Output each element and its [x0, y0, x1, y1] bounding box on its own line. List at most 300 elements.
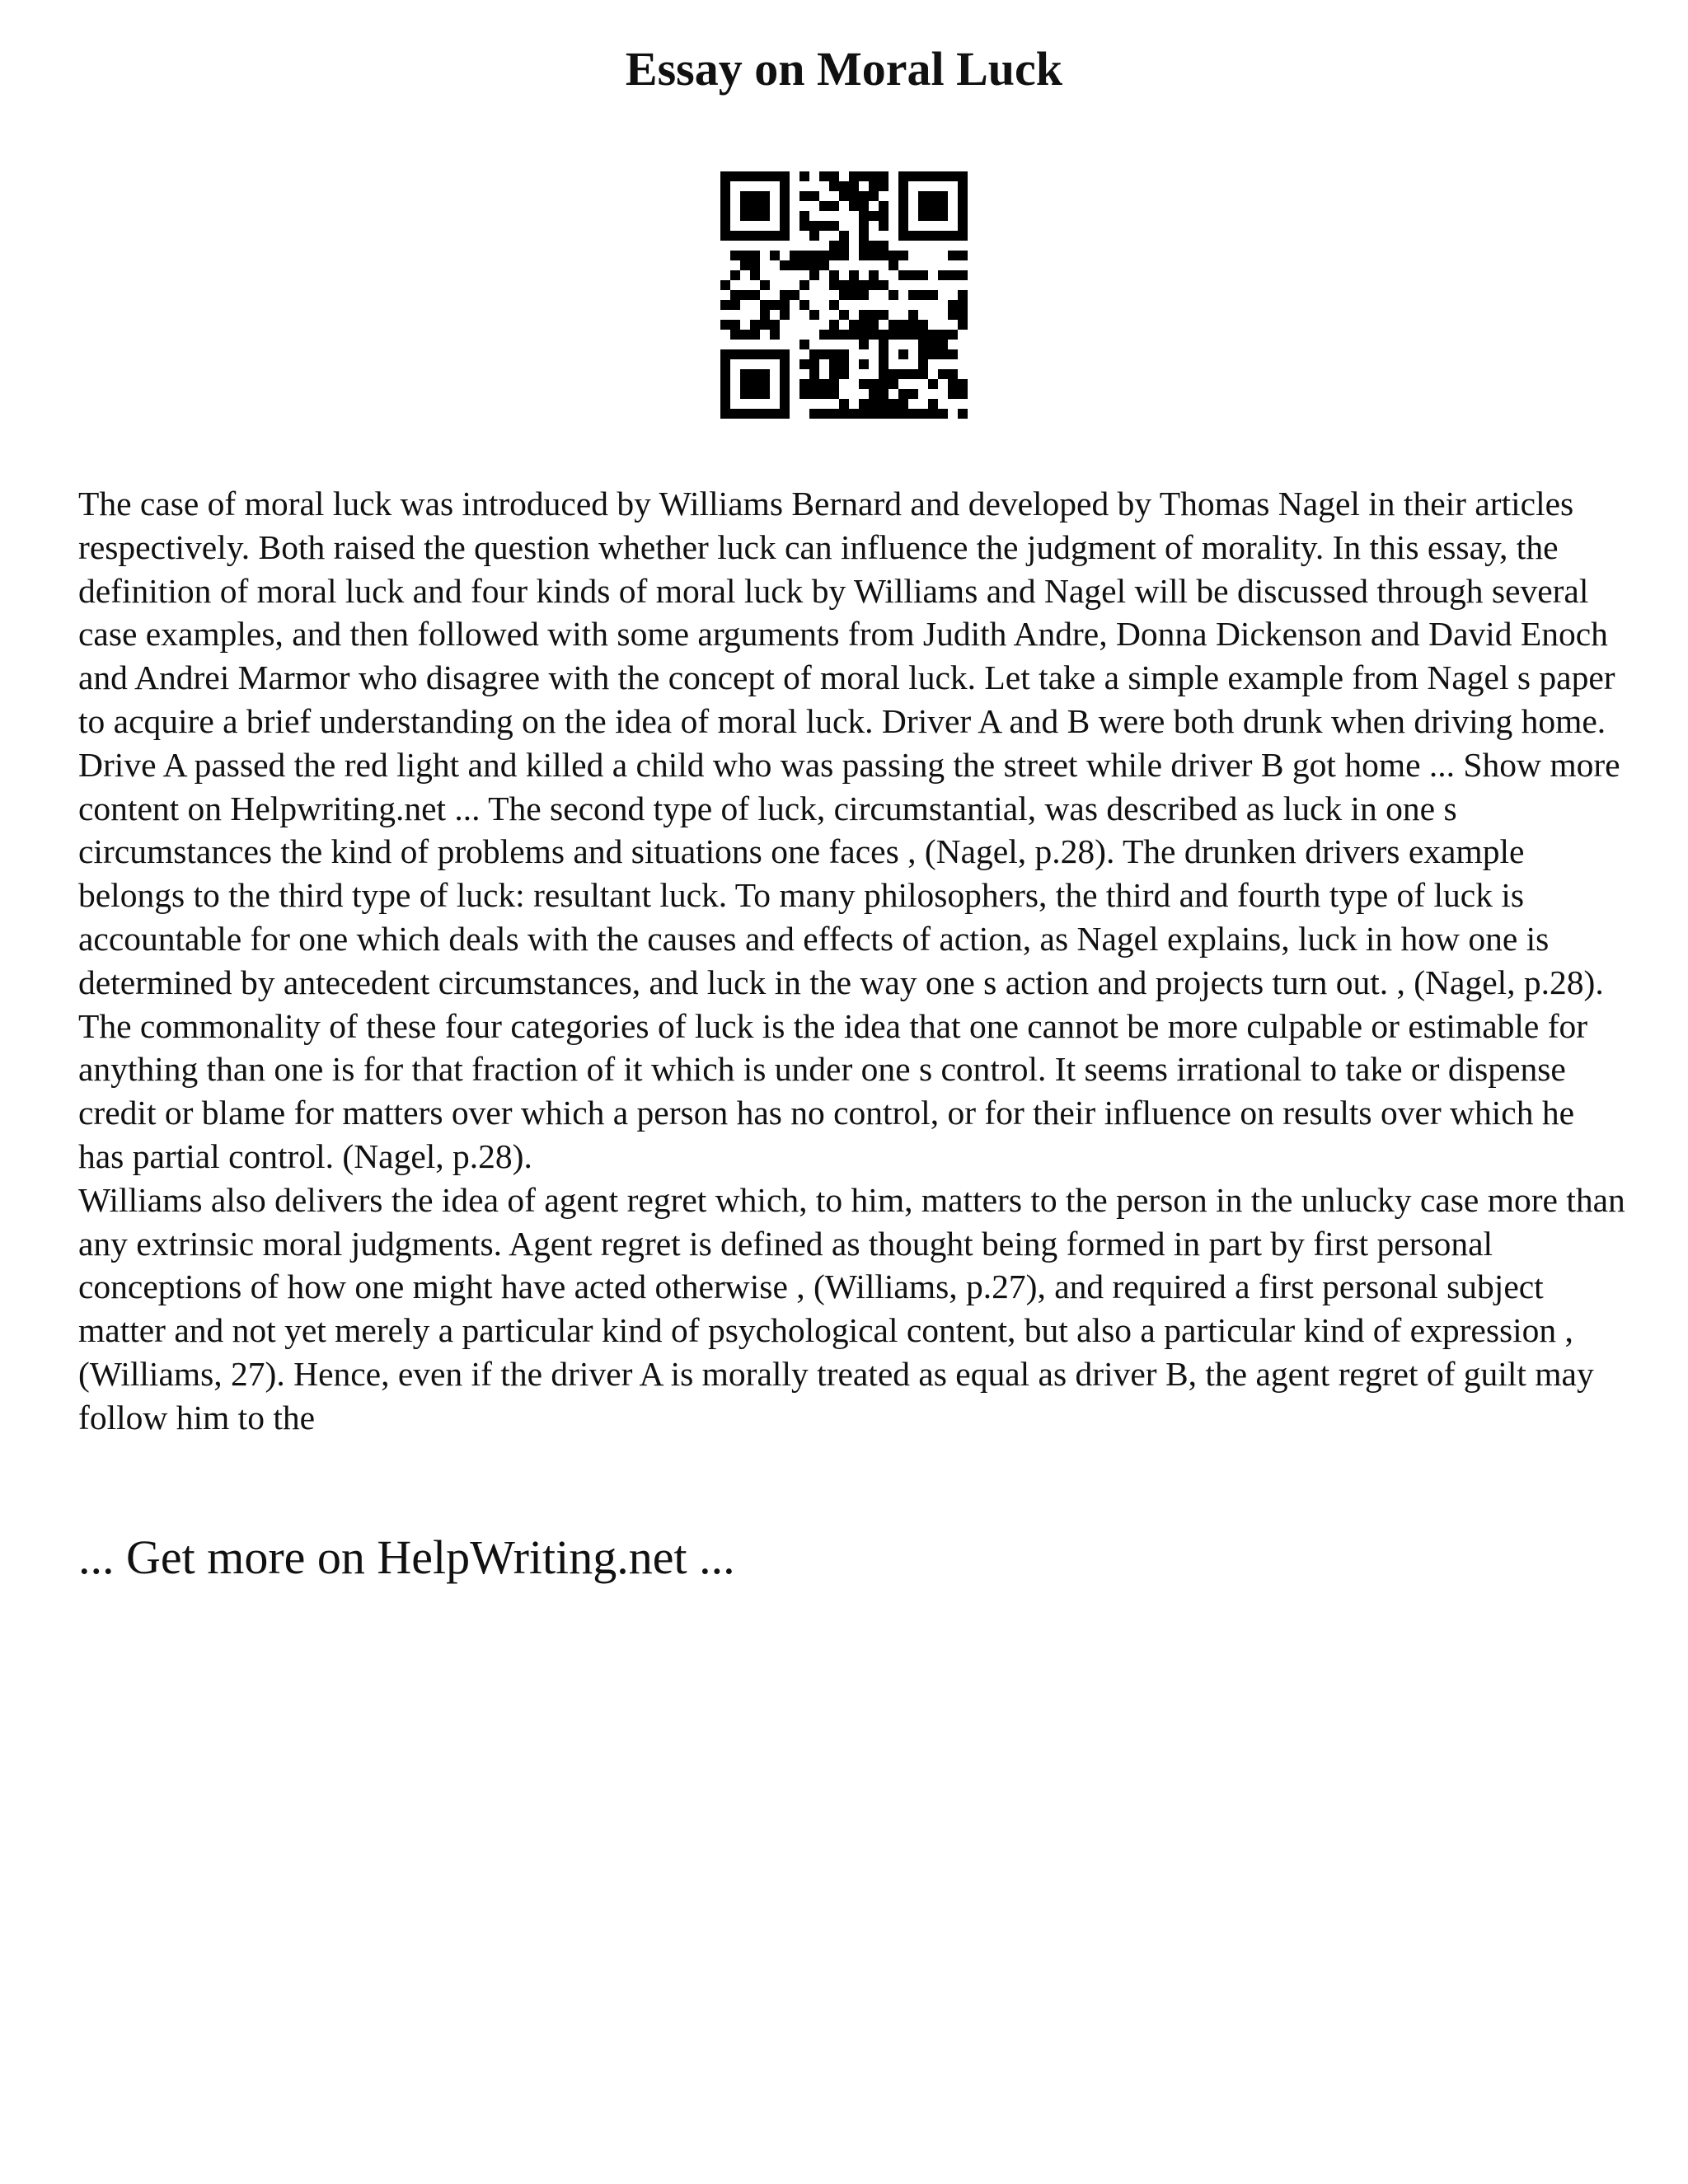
qr-module [829, 330, 839, 340]
qr-module [720, 369, 730, 379]
qr-module [799, 280, 809, 290]
qr-module [780, 409, 790, 419]
qr-module [958, 171, 968, 181]
qr-module [908, 231, 918, 241]
qr-module [829, 171, 839, 181]
qr-module [780, 201, 790, 211]
qr-module [859, 171, 869, 181]
qr-module [740, 369, 750, 379]
qr-module [898, 349, 908, 359]
qr-module [770, 330, 780, 340]
paragraph-1: The case of moral luck was introduced by Williams Bernard and developed by Thomas Nagel in their articles respectively. Both raised the question whether luck can influence the judgment of morality. In this essay, the definition of moral luck and four kinds of moral luck by Williams and Nagel will be discussed through several case examples, and then followed with some arguments from Judith Andre, Donna Dickenson and David Enoch and Andrei Marmor who disagree with the concept of moral luck. Let take a simple example from Nagel s paper to acquire a brief understanding on the idea of moral luck. Driver A and B were both drunk when driving home. Drive A passed the red light and killed a child who was passing the street while driver B got home ... Show more content on Helpwriting.net ... The second type of luck, circumstantial, was described as luck in one s circumstances the kind of problems and situations one faces , (Nagel, p.28). The drunken drivers example belongs to the third type of luck: resultant luck. To many philosophers, the third and fourth type of luck is accountable for one which deals with the causes and effects of action, as Nagel explains, luck in how one is determined by antecedent circumstances, and luck in the way one s action and projects turn out. , (Nagel, p.28). The commonality of these four categories of luck is the idea that one cannot be more culpable or estimable for anything than one is for that fraction of it which is under one s control. It seems irrational to take or dispense credit or blame for matters over which a person has no control, or for their influence on results over which he has partial control. (Nagel, p.28). [78, 485, 1620, 1175]
qr-module [829, 389, 839, 399]
qr-module [770, 231, 780, 241]
qr-module [859, 330, 869, 340]
qr-module [889, 320, 898, 330]
qr-module [780, 181, 790, 191]
qr-module [938, 270, 948, 280]
qr-module [720, 359, 730, 369]
qr-module [740, 349, 750, 359]
qr-module [859, 201, 869, 211]
qr-module [918, 359, 928, 369]
qr-module [799, 191, 809, 201]
qr-module [799, 379, 809, 389]
qr-module [898, 389, 908, 399]
get-more-link[interactable]: ... Get more on HelpWriting.net ... [78, 1530, 735, 1584]
qr-module [740, 211, 750, 221]
qr-module [918, 320, 928, 330]
qr-module [898, 369, 908, 379]
qr-module [948, 270, 958, 280]
qr-module [928, 349, 938, 359]
qr-module [948, 300, 958, 310]
qr-module [948, 330, 958, 340]
qr-module [938, 211, 948, 221]
qr-module [958, 409, 968, 419]
qr-module [898, 270, 908, 280]
qr-module [849, 290, 859, 300]
qr-module [809, 349, 819, 359]
qr-module [958, 379, 968, 389]
qr-module [839, 251, 849, 260]
qr-module [859, 251, 869, 260]
qr-module [918, 171, 928, 181]
qr-module [869, 330, 879, 340]
qr-module [839, 231, 849, 241]
qr-module [879, 359, 889, 369]
qr-module [869, 389, 879, 399]
qr-module [918, 191, 928, 201]
qr-module [740, 260, 750, 270]
qr-module [750, 251, 760, 260]
qr-module [928, 330, 938, 340]
qr-module [869, 280, 879, 290]
qr-module [829, 241, 839, 251]
qr-module [849, 181, 859, 191]
qr-module [938, 409, 948, 419]
qr-module [948, 379, 958, 389]
qr-module [928, 171, 938, 181]
qr-module [829, 280, 839, 290]
qr-module [839, 409, 849, 419]
qr-module [740, 251, 750, 260]
qr-module [829, 369, 839, 379]
qr-module [829, 201, 839, 211]
essay-body [78, 482, 1628, 1440]
qr-module [849, 280, 859, 290]
qr-module [918, 369, 928, 379]
qr-module [819, 251, 829, 260]
qr-module [809, 270, 819, 280]
qr-module [849, 320, 859, 330]
qr-module [889, 290, 898, 300]
qr-module [928, 191, 938, 201]
qr-module [908, 310, 918, 320]
qr-module [780, 231, 790, 241]
qr-module [730, 349, 740, 359]
qr-module [898, 181, 908, 191]
qr-module [928, 399, 938, 409]
qr-module [760, 191, 770, 201]
qr-module [918, 349, 928, 359]
qr-module [839, 191, 849, 201]
qr-module [859, 340, 869, 349]
qr-module [760, 349, 770, 359]
qr-module [750, 211, 760, 221]
qr-module [780, 379, 790, 389]
qr-module [958, 251, 968, 260]
qr-module [720, 221, 730, 231]
qr-module [780, 171, 790, 181]
qr-module [760, 320, 770, 330]
qr-module [780, 369, 790, 379]
qr-module [730, 171, 740, 181]
qr-module [740, 389, 750, 399]
qr-module [859, 241, 869, 251]
qr-module [869, 191, 879, 201]
qr-module [780, 211, 790, 221]
qr-module [839, 280, 849, 290]
qr-module [770, 349, 780, 359]
qr-module [809, 359, 819, 369]
qr-module [730, 300, 740, 310]
qr-module [819, 349, 829, 359]
qr-module [879, 241, 889, 251]
qr-module [829, 320, 839, 330]
qr-module [760, 389, 770, 399]
qr-module [750, 231, 760, 241]
qr-module [879, 280, 889, 290]
qr-module [750, 379, 760, 389]
qr-module [770, 251, 780, 260]
qr-module [879, 399, 889, 409]
qr-module [760, 300, 770, 310]
qr-module [869, 211, 879, 221]
qr-module [829, 359, 839, 369]
qr-module [849, 330, 859, 340]
qr-module [780, 191, 790, 201]
qr-module [780, 349, 790, 359]
qr-module [938, 340, 948, 349]
qr-module [780, 300, 790, 310]
qr-module [750, 409, 760, 419]
qr-module [879, 349, 889, 359]
qr-module [799, 359, 809, 369]
qr-module [948, 389, 958, 399]
qr-module [740, 201, 750, 211]
qr-module [849, 409, 859, 419]
qr-module [720, 211, 730, 221]
qr-module [799, 171, 809, 181]
qr-module [809, 231, 819, 241]
qr-module [720, 181, 730, 191]
qr-module [938, 369, 948, 379]
qr-module [898, 171, 908, 181]
qr-module [869, 409, 879, 419]
qr-module [780, 221, 790, 231]
qr-module [720, 409, 730, 419]
qr-module [750, 270, 760, 280]
qr-module [809, 191, 819, 201]
qr-module [750, 369, 760, 379]
qr-module [780, 290, 790, 300]
qr-module [918, 270, 928, 280]
qr-module [869, 379, 879, 389]
qr-module [958, 191, 968, 201]
qr-module [720, 349, 730, 359]
paragraph-2: Williams also delivers the idea of agent regret which, to him, matters to the person in the unlucky case more than any extrinsic moral judgments. Agent regret is defined as thought being formed in part by first personal conceptions of how one might have acted otherwise , (Williams, p.27), and required a first personal subject matter and not yet merely a particular kind of psychological content, but also a particular kind of expression , (Williams, 27). Hence, even if the driver A is morally treated as equal as driver B, the agent regret of guilt may follow him to the [78, 1180, 1625, 1436]
qr-module [859, 290, 869, 300]
qr-module [720, 300, 730, 310]
qr-module [799, 389, 809, 399]
qr-module [869, 320, 879, 330]
qr-module [879, 389, 889, 399]
qr-module [938, 330, 948, 340]
qr-module [809, 251, 819, 260]
qr-module [849, 201, 859, 211]
qr-module [760, 231, 770, 241]
qr-module [898, 330, 908, 340]
qr-module [938, 191, 948, 201]
qr-module [799, 300, 809, 310]
qr-module [799, 221, 809, 231]
qr-module [879, 171, 889, 181]
qr-module [958, 389, 968, 399]
qr-code-icon [720, 171, 968, 419]
qr-module [869, 310, 879, 320]
qr-module [750, 260, 760, 270]
qr-module [750, 191, 760, 201]
qr-module [780, 359, 790, 369]
qr-module [720, 389, 730, 399]
qr-module [908, 330, 918, 340]
qr-module [740, 379, 750, 389]
qr-module [908, 369, 918, 379]
qr-module [849, 270, 859, 280]
qr-module [770, 409, 780, 419]
qr-module [879, 181, 889, 191]
qr-module [879, 221, 889, 231]
qr-module [859, 231, 869, 241]
qr-module [898, 320, 908, 330]
qr-module [740, 330, 750, 340]
qr-module [898, 399, 908, 409]
qr-module [799, 340, 809, 349]
qr-module [938, 201, 948, 211]
qr-module [908, 171, 918, 181]
qr-module [839, 310, 849, 320]
qr-module [720, 280, 730, 290]
qr-module [829, 251, 839, 260]
qr-module [958, 300, 968, 310]
qr-module [908, 320, 918, 330]
qr-module [799, 211, 809, 221]
qr-module [760, 310, 770, 320]
qr-module [750, 171, 760, 181]
qr-module [908, 290, 918, 300]
qr-module [879, 201, 889, 211]
qr-module [770, 320, 780, 330]
qr-module [809, 369, 819, 379]
qr-module [839, 181, 849, 191]
qr-module [908, 270, 918, 280]
qr-module [928, 201, 938, 211]
qr-module [889, 251, 898, 260]
qr-module [750, 290, 760, 300]
qr-module [809, 260, 819, 270]
qr-module [908, 409, 918, 419]
qr-module [790, 290, 799, 300]
qr-module [918, 290, 928, 300]
qr-module [948, 171, 958, 181]
qr-module [750, 201, 760, 211]
qr-module [760, 211, 770, 221]
qr-module [819, 409, 829, 419]
qr-module [958, 270, 968, 280]
qr-module [809, 409, 819, 419]
qr-module [839, 399, 849, 409]
qr-module [760, 201, 770, 211]
qr-module [869, 270, 879, 280]
qr-module [869, 399, 879, 409]
qr-module [879, 379, 889, 389]
qr-module [918, 211, 928, 221]
qr-module [829, 349, 839, 359]
qr-module [760, 369, 770, 379]
qr-module [829, 221, 839, 231]
qr-module [720, 191, 730, 201]
qr-module [750, 330, 760, 340]
qr-module [750, 320, 760, 330]
qr-module [948, 231, 958, 241]
qr-module [879, 369, 889, 379]
qr-module [730, 320, 740, 330]
qr-module [928, 379, 938, 389]
qr-module [869, 171, 879, 181]
qr-module [829, 379, 839, 389]
qr-module [958, 211, 968, 221]
qr-module [819, 260, 829, 270]
qr-module [839, 369, 849, 379]
qr-module [809, 389, 819, 399]
qr-module [750, 349, 760, 359]
qr-module [859, 280, 869, 290]
qr-module [859, 221, 869, 231]
qr-module [859, 379, 869, 389]
qr-module [829, 300, 839, 310]
qr-module [809, 310, 819, 320]
qr-module [760, 379, 770, 389]
qr-module [720, 379, 730, 389]
qr-module [740, 409, 750, 419]
qr-module [958, 320, 968, 330]
qr-module [928, 211, 938, 221]
qr-module [780, 260, 790, 270]
qr-module [958, 221, 968, 231]
qr-module [889, 260, 898, 270]
qr-module [889, 409, 898, 419]
qr-module [819, 171, 829, 181]
qr-module [730, 231, 740, 241]
qr-module [839, 330, 849, 340]
qr-module [859, 191, 869, 201]
qr-module [898, 409, 908, 419]
qr-module [730, 270, 740, 280]
qr-module [928, 290, 938, 300]
qr-module [938, 231, 948, 241]
qr-module [809, 221, 819, 231]
qr-module [948, 251, 958, 260]
qr-module [819, 389, 829, 399]
qr-module [799, 260, 809, 270]
qr-module [928, 231, 938, 241]
qr-module [839, 349, 849, 359]
qr-module [879, 330, 889, 340]
qr-module [948, 310, 958, 320]
qr-module [819, 201, 829, 211]
qr-module [938, 349, 948, 359]
qr-module [740, 171, 750, 181]
qr-module [770, 300, 780, 310]
qr-module [839, 359, 849, 369]
qr-module [839, 241, 849, 251]
qr-module [898, 221, 908, 231]
qr-module [958, 310, 968, 320]
qr-module [720, 201, 730, 211]
qr-module [750, 389, 760, 399]
qr-module [730, 290, 740, 300]
qr-module [790, 260, 799, 270]
qr-module [928, 409, 938, 419]
qr-module [918, 231, 928, 241]
qr-module [859, 409, 869, 419]
qr-module [839, 290, 849, 300]
qr-module [730, 251, 740, 260]
qr-module [799, 251, 809, 260]
qr-module [859, 399, 869, 409]
qr-module [819, 379, 829, 389]
qr-module [948, 349, 958, 359]
qr-module [918, 409, 928, 419]
qr-module [879, 211, 889, 221]
qr-module [898, 191, 908, 201]
qr-module [720, 399, 730, 409]
qr-module [819, 221, 829, 231]
qr-module [809, 379, 819, 389]
qr-module [780, 399, 790, 409]
qr-module [869, 251, 879, 260]
qr-module [829, 181, 839, 191]
qr-module [780, 389, 790, 399]
qr-module [918, 201, 928, 211]
qr-module [740, 290, 750, 300]
qr-module [740, 191, 750, 201]
qr-module [859, 211, 869, 221]
qr-module [869, 181, 879, 191]
qr-module [898, 201, 908, 211]
qr-module [829, 270, 839, 280]
qr-module [770, 171, 780, 181]
qr-module [918, 340, 928, 349]
qr-module [958, 181, 968, 191]
qr-module [958, 201, 968, 211]
qr-module [918, 330, 928, 340]
qr-module [780, 310, 790, 320]
qr-module [790, 251, 799, 260]
qr-module [898, 211, 908, 221]
qr-module [869, 241, 879, 251]
qr-module [879, 340, 889, 349]
